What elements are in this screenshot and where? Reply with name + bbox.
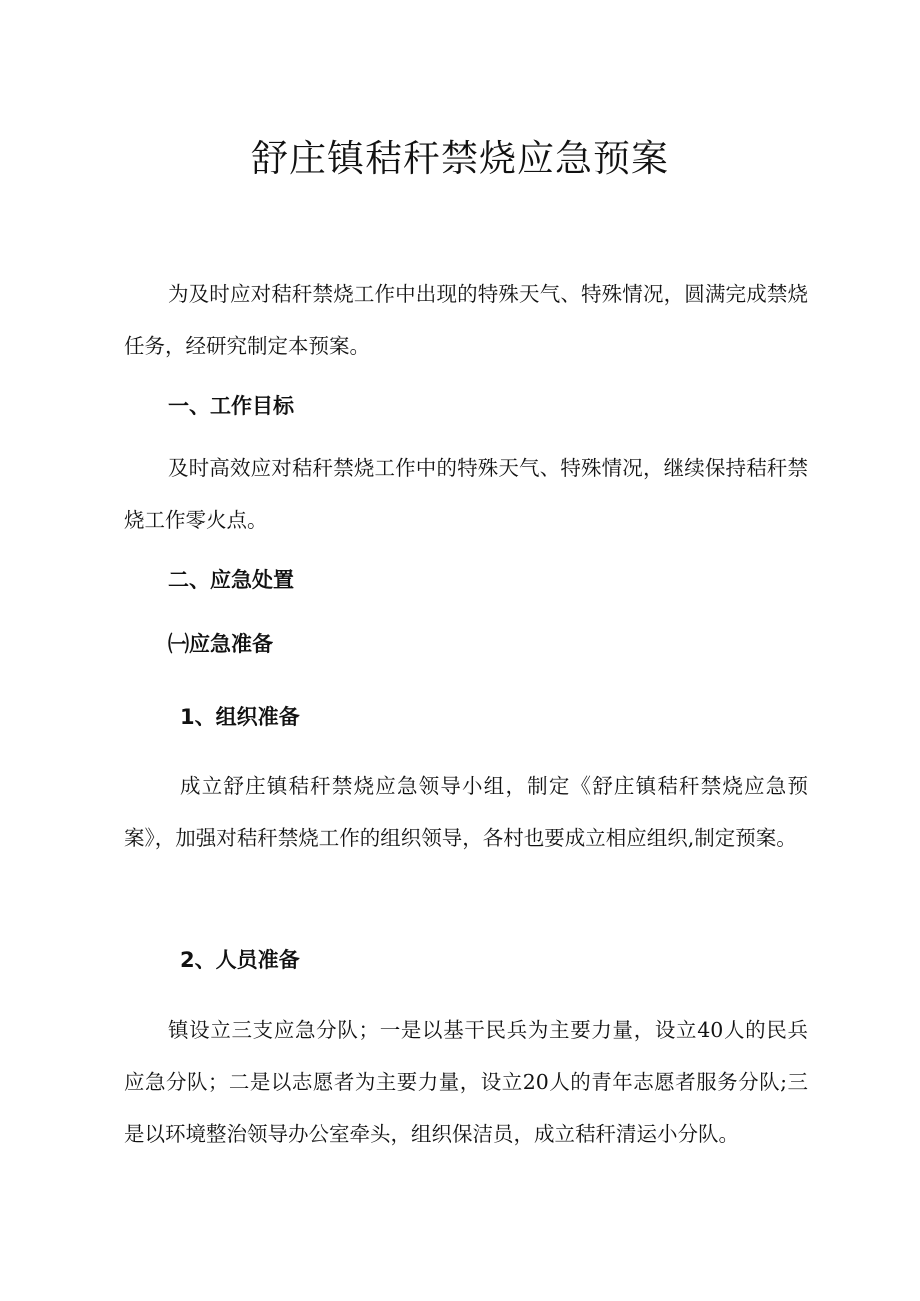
goals-paragraph: 及时高效应对秸秆禁烧工作中的特殊天气、特殊情况，继续保持秸秆禁烧工作零火点。 (124, 456, 808, 532)
item-heading-organization: 1、组织准备 (180, 705, 300, 729)
section-heading-goals: 一、工作目标 (168, 394, 294, 418)
intro-paragraph: 为及时应对秸秆禁烧工作中出现的特殊天气、特殊情况，圆满完成禁烧任务，经研究制定本预案。 (124, 282, 808, 358)
personnel-paragraph: 镇设立三支应急分队；一是以基干民兵为主要力量，设立40人的民兵应急分队；二是以志愿者为主要力量，设立20人的青年志愿者服务分队;三是以环境整治领导办公室牵头，组织保洁员，成立秸秆清运小分队。 (124, 1018, 808, 1146)
document-title: 舒庄镇秸秆禁烧应急预案 (251, 137, 669, 180)
organization-paragraph: 成立舒庄镇秸秆禁烧应急领导小组，制定《舒庄镇秸秆禁烧应急预案》，加强对秸秆禁烧工作的组织领导，各村也要成立相应组织,制定预案。 (124, 774, 808, 850)
subsection-heading-preparation: ㈠应急准备 (168, 632, 273, 656)
item-heading-personnel: 2、人员准备 (180, 948, 300, 972)
section-heading-response: 二、应急处置 (168, 568, 294, 592)
